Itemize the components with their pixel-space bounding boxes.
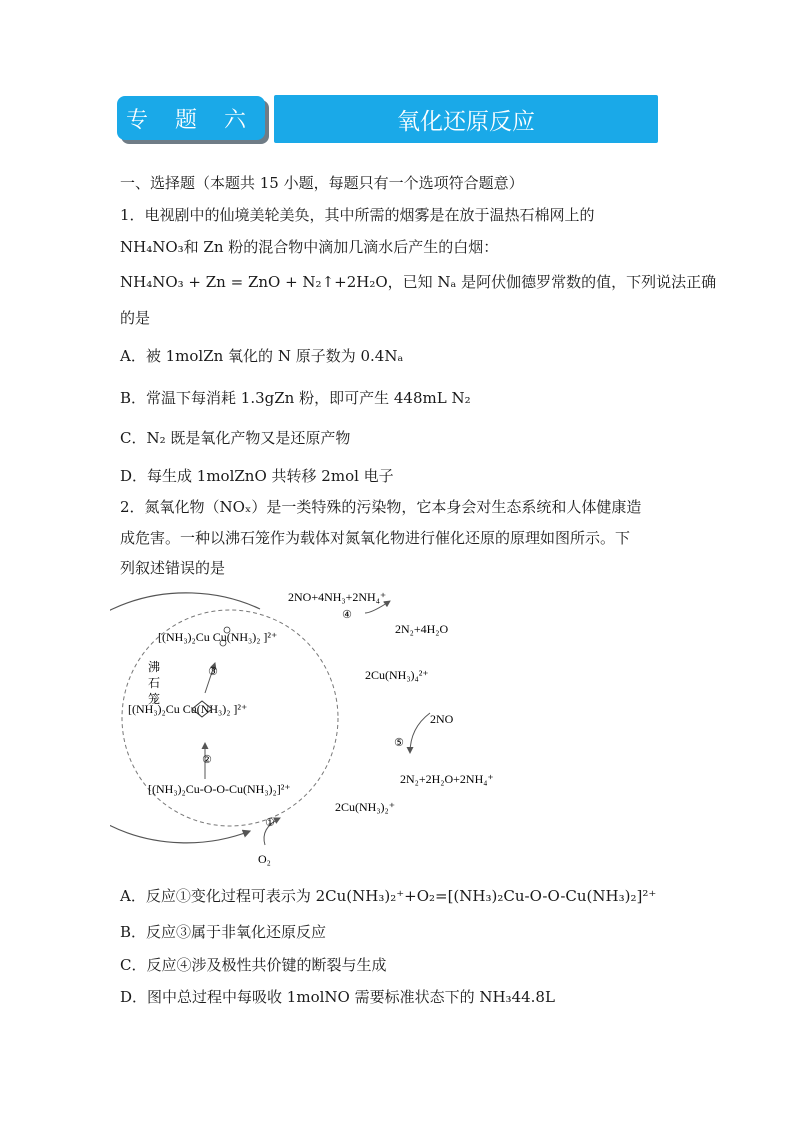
section-heading: 一、选择题（本题共 15 小题，每题只有一个选项符合题意）	[120, 174, 524, 192]
zeolite-label-2: 石	[148, 676, 161, 690]
q1-stem-line4: 的是	[120, 309, 151, 327]
step-4: ④	[342, 608, 352, 621]
catalytic-cycle-diagram	[110, 583, 550, 873]
diagram-products-4: 2N₂+4H₂O	[395, 622, 449, 636]
diagram-cu-nh3-4: 2Cu(NH₃)₄²⁺	[365, 668, 429, 682]
diagram-o2: O₂	[258, 852, 271, 866]
diagram-dioxo: [(NH₃)₂Cu Cu(NH₃)₂ ]²⁺	[158, 630, 278, 644]
q2-stem-line3: 列叙述错误的是	[120, 559, 226, 577]
q2-option-c: C．反应④涉及极性共价键的断裂与生成	[120, 956, 387, 974]
topic-badge: 专 题 六	[117, 96, 265, 140]
q2-option-a: A．反应①变化过程可表示为 2Cu(NH₃)₂⁺+O₂=[(NH₃)₂Cu-O-O-Cu(NH₃)₂]²⁺	[120, 887, 657, 905]
diagram-peroxo: [(NH₃)₂Cu-O-O-Cu(NH₃)₂]²⁺	[148, 782, 291, 796]
q1-option-a: A．被 1molZn 氧化的 N 原子数为 0.4Nₐ	[120, 347, 404, 365]
diagram-oxo-bridge: [(NH₃)₂Cu Cu(NH₃)₂ ]²⁺	[128, 702, 248, 716]
q2-option-d: D．图中总过程中每吸收 1molNO 需要标准状态下的 NH₃44.8L	[120, 988, 555, 1006]
q1-option-d: D．每生成 1molZnO 共转移 2mol 电子	[120, 467, 394, 485]
q2-option-b: B．反应③属于非氧化还原反应	[120, 923, 327, 941]
step-1: ①	[265, 816, 275, 829]
q2-stem-line1: 2．氮氧化物（NOₓ）是一类特殊的污染物，它本身会对生态系统和人体健康造	[120, 498, 642, 516]
q1-stem-line1: 1．电视剧中的仙境美轮美奂，其中所需的烟雾是在放于温热石棉网上的	[120, 206, 595, 224]
diagram-products-5: 2N₂+2H₂O+2NH₄⁺	[400, 772, 494, 786]
q1-option-c: C．N₂ 既是氧化产物又是还原产物	[120, 429, 351, 447]
diagram-no-input: 2NO	[430, 712, 454, 726]
topic-title: 氧化还原反应	[274, 95, 658, 143]
diagram-top-reactants: 2NO+4NH₃+2NH₄⁺	[288, 590, 387, 604]
q1-stem-line2: NH₄NO₃和 Zn 粉的混合物中滴加几滴水后产生的白烟：	[120, 238, 499, 256]
q1-equation: NH₄NO₃ + Zn = ZnO + N₂↑+2H₂O，已知 Nₐ 是阿伏伽德罗常数的值，下列说法正确	[120, 273, 717, 291]
no-in-arrow	[410, 713, 430, 753]
zeolite-label-1: 沸	[148, 660, 161, 674]
zeolite-label-3: 笼	[148, 692, 161, 706]
q2-stem-line2: 成危害。一种以沸石笼作为载体对氮氧化物进行催化还原的原理如图所示。下	[120, 529, 631, 547]
step-5: ⑤	[394, 736, 404, 749]
diagram-cu-nh3-2: 2Cu(NH₃)₂⁺	[335, 800, 396, 814]
step-3: ③	[208, 665, 218, 678]
step-2: ②	[202, 753, 212, 766]
q1-option-b: B．常温下每消耗 1.3gZn 粉，即可产生 448mL N₂	[120, 389, 471, 407]
